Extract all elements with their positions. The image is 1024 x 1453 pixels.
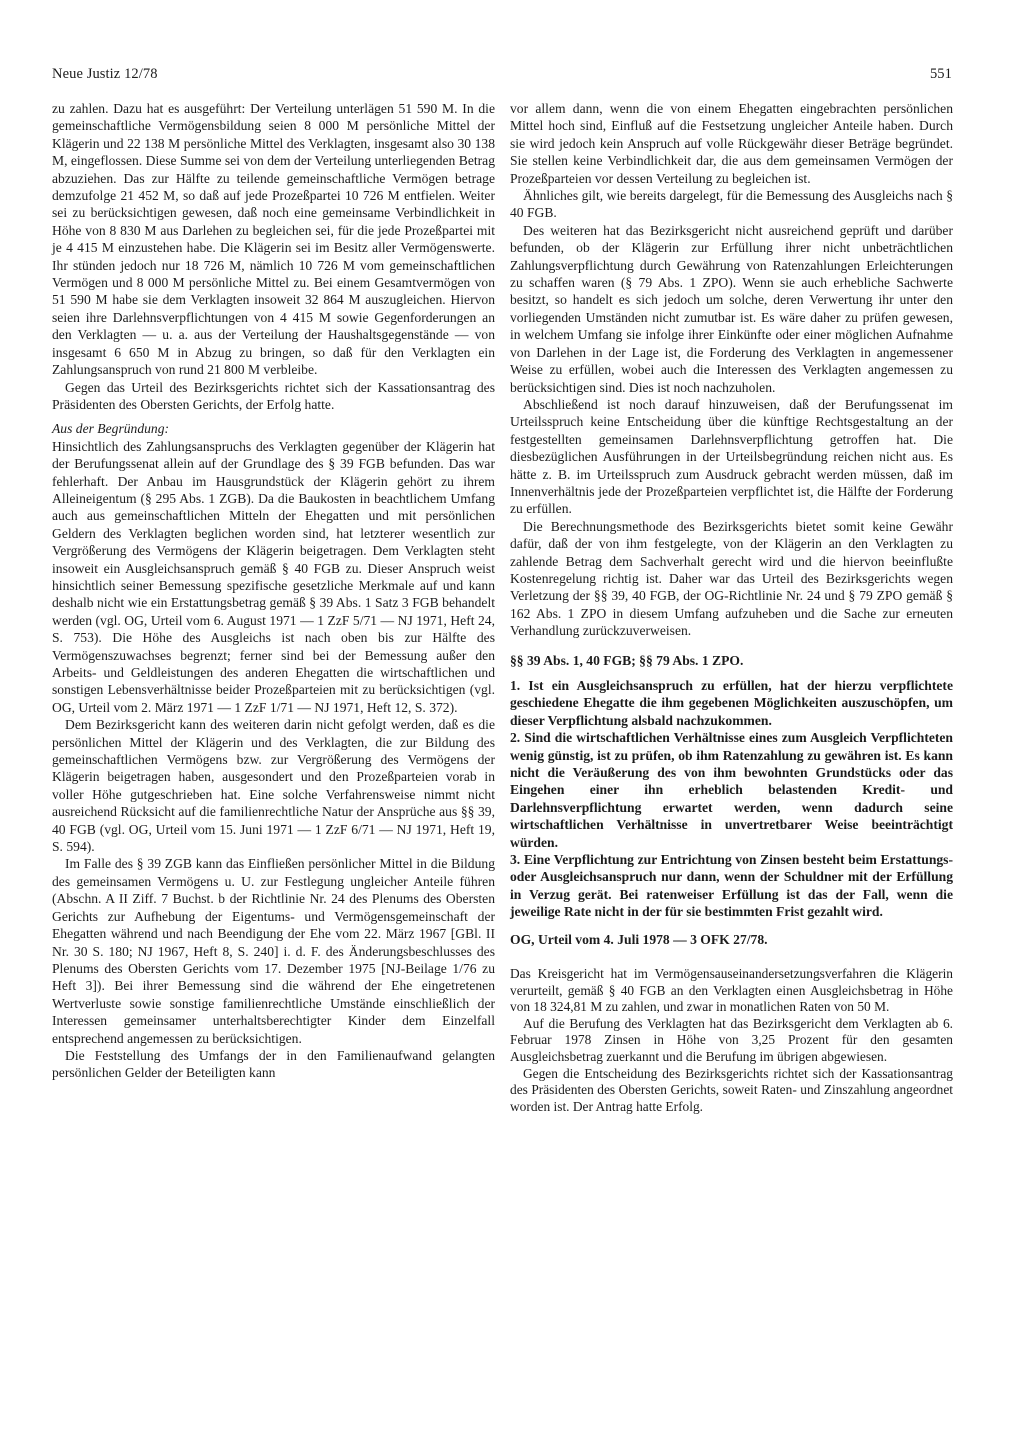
case-paragraph: Gegen die Entscheidung des Bezirksgerichts richtet sich der Kassationsantrag des Präsidenten des Obersten Gerichts, soweit Raten- und Zinszahlung angeordnet worden ist. Der Antrag hatte Erfolg. [510,1065,953,1114]
paragraph: vor allem dann, wenn die von einem Ehegatten eingebrachten persönlichen Mittel hoch sind, Einfluß auf die Festsetzung ungleicher Anteile haben. Durch sie wird jedoch kein Anspruch auf volle Rückgewähr dieser Beträge begründet. Sie stellen keine Verbindlichkeit dar, die aus dem gemeinsamen Vermögen der Prozeßparteien vor dessen Verteilung zu begleichen ist. [510,101,953,186]
paragraph: Gegen das Urteil des Bezirksgerichts richtet sich der Kassationsantrag des Präsidenten des Obersten Gerichts, der Erfolg hatte. [52,379,495,412]
leitsatz-2: 2. Sind die wirtschaftlichen Verhältnisse eines zum Ausgleich Verpflichteten wenig günstig, ist zu prüfen, ob ihm Ratenzahlung zu gewähren ist. Es kann nicht die Veräußerung des von ihm bewohnten Grundstücks oder das Eingehen einer ihn erheblich belastenden Kredit- und Darlehnsverpflichtung erwartet werden, wenn dadurch seine wirtschaftlichen Verhältnisse in unvertretbarer Weise beeinträchtigt würden. [510,730,953,850]
paragraph: Die Feststellung des Umfangs der in den Familienaufwand gelangten persönlichen Gelder der Beteiligten kann [52,1047,495,1081]
court-citation: OG, Urteil vom 4. Juli 1978 — 3 OFK 27/78. [510,931,768,947]
paragraph: Hinsichtlich des Zahlungsanspruchs des Verklagten gegenüber der Klägerin hat der Berufungssenat allein auf der Grundlage des § 39 FGB befunden. Das war fehlerhaft. Der Anbau im Hausgrundstück der Klägerin gehört zu ihrem Alleineigentum (§ 295 Abs. 1 ZGB). Da die Baukosten in beachtlichem Umfang auch aus gemeinschaftlichen Mitteln der Ehegatten und mit persönlichen Geldern des Verklagten beglichen worden sind, hat letzterer wesentlich zur Vergrößerung des Vermögens der Klägerin beigetragen. Dem Verklagten steht insoweit ein Ausgleichsanspruch gemäß § 40 FGB zu. Dieser Anspruch weist hinsichtlich seiner Bemessung spezifische gesetzliche Merkmale auf und kann deshalb nicht wie ein Erstattungsbetrag gemäß § 39 Abs. 1 Satz 3 FGB behandelt werden (vgl. OG, Urteil vom 6. August 1971 — 1 ZzF 5/71 — NJ 1971, Heft 24, S. 753). Die Höhe des Ausgleichs ist nach oben bis zur Hälfte des Vermögenszuwachses begrenzt; ferner sind bei der Bemessung außer den Arbeits- und Geldleistungen des anderen Ehegatten die wirtschaftlichen und sonstigen Lebensverhältnisse beider Prozeßparteien mit zu berücksichtigen (vgl. OG, Urteil vom 2. März 1971 — 1 ZzF 1/71 — NJ 1971, Heft 12, S. 372). [52,438,495,715]
paragraph: Ähnliches gilt, wie bereits dargelegt, für die Bemessung des Ausgleichs nach § 40 FGB. [510,188,953,221]
paragraph: Dem Bezirksgericht kann des weiteren darin nicht gefolgt werden, daß es die persönlichen Mittel der Klägerin und des Verklagten, die zur Bildung des gemeinschaftlichen Vermögens bzw. zur Vergrößerung des Vermögens der Klägerin beigetragen haben, ausgesondert und den Prozeßparteien vorab in voller Höhe gutgeschrieben hat. Eine solche Verfahrensweise nimmt nicht ausreichend Rücksicht auf die familienrechtliche Natur der Ansprüche aus §§ 39, 40 FGB (vgl. OG, Urteil vom 15. Juni 1971 — 1 ZzF 6/71 — NJ 1971, Heft 19, S. 594). [52,717,495,855]
paragraph: Im Falle des § 39 ZGB kann das Einfließen persönlicher Mittel in die Bildung des gemeinsamen Vermögens u. U. zur Festlegung ungleicher Anteile führen (Abschn. A II Ziff. 7 Buchst. b der Richtlinie Nr. 24 des Plenums des Obersten Gerichts zur Aufhebung der Eigentums- und Vermögensgemeinschaft der Ehegatten während und nach Beendigung der Ehe vom 22. März 1967 [GBl. II Nr. 30 S. 180; NJ 1967, Heft 8, S. 240] i. d. F. des Änderungsbeschlusses des Plenums des Obersten Gerichts vom 17. Dezember 1975 [NJ-Beilage 1/76 zu Heft 3]). Bei ihrer Bemessung sind die während der Ehe eingetretenen Wertverluste sowie sonstige familienrechtliche Umstände einschließlich der Interessen gemeinsamer unterhaltsberechtigter Kinder dem Einzelfall entsprechend angemessen zu berücksichtigen. [52,856,495,1046]
case-paragraph: Das Kreisgericht hat im Vermögensauseinandersetzungsverfahren die Klägerin verurteilt, gemäß § 40 FGB an den Verklagten einen Ausgleichsbetrag in Höhe von 18 324,81 M zu zahlen, und zwar in monatlichen Raten von 50 M. [510,966,953,1015]
statute-reference: §§ 39 Abs. 1, 40 FGB; §§ 79 Abs. 1 ZPO. [510,652,744,668]
document-page [52,60,952,1445]
leitsatz-1: 1. Ist ein Ausgleichsanspruch zu erfüllen, hat der hierzu verpflichtete geschiedene Ehegatte die ihm gegebenen Möglichkeiten auszuschöpfen, um dieser Verpflichtung alsbald nachzukommen. [510,678,953,728]
left-column [52,100,495,1082]
paragraph: zu zahlen. Dazu hat es ausgeführt: Der Verteilung unterlägen 51 590 M. In die gemeinschaftliche Vermögensbildung seien 8 000 M persönliche Mittel der Klägerin und 22 138 M persönliche Mittel des Verklagten, insgesamt also 30 138 M, eingeflossen. Diese Summe sei von dem der Verteilung unterliegenden Betrag abzuziehen. Das zur Hälfte zu teilende gemeinschaftliche Vermögen betrage demzufolge 21 452 M, so daß auf jede Prozeßpartei 10 726 M entfielen. Weiter sei zu berücksichtigen gewesen, daß noch eine gemeinsame Verbindlichkeit in Höhe von 8 830 M aus Darlehen zu begleichen sei, für die jede Prozeßpartei mit je 4 415 M einzustehen habe. Die Klägerin sei im Besitz aller Vermögenswerte. Ihr stünden jedoch nur 18 726 M, nämlich 10 726 M vom gemeinschaftlichen Vermögen und 8 000 M persönliche Mittel zu. Bei einem Gesamtvermögen von 51 590 M habe sie dem Verklagten insoweit 32 864 M auszugleichen. Hiervon seien ihre Darlehnsverpflichtungen von 4 415 M sowie Gegenforderungen an den Verklagten — u. a. aus der Verteilung der Haushaltsgegenstände — von insgesamt 6 650 M in Abzug zu bringen, so daß für den Verklagten ein Zahlungsanspruch von rund 21 800 M verbleibe. [52,101,495,378]
case-paragraph: Auf die Berufung des Verklagten hat das Bezirksgericht dem Verklagten ab 6. Februar 1978 Zinsen in Höhe von 3,25 Prozent für den gesamten Ausgleichsbetrag zuerkannt und die Berufung im übrigen abgewiesen. [510,1015,953,1065]
section-heading: Aus der Begründung: [52,421,170,437]
right-column [510,100,953,1115]
paragraph: Des weiteren hat das Bezirksgericht nicht ausreichend geprüft und darüber befunden, ob der Klägerin zur Erfüllung ihrer nicht unbeträchtlichen Zahlungsverpflichtung durch Gewährung von Ratenzahlungen Erleichterungen zu schaffen waren (§ 79 Abs. 1 ZPO). Wenn sie auch erhebliche Sachwerte besitzt, so handelt es sich jedoch um solche, deren Verwertung ihr unter den vorliegenden Umständen nicht zumutbar ist. Es wäre daher zu prüfen gewesen, in welchem Umfang sie infolge ihrer Einkünfte oder einer möglichen Aufnahme von Darlehen in der Lage ist, die Forderung des Verklagten in angemessener Weise zu erfüllen, wobei auch die Interessen des Verklagten angemessen zu berücksichtigen sind. Dies ist noch nachzuholen. [510,222,953,395]
page-number: 551 [929,66,952,82]
paragraph: Die Berechnungsmethode des Bezirksgerichts bietet somit keine Gewähr dafür, daß der von ihm festgelegte, von der Klägerin an den Verklagten zu zahlende Betrag dem Sachverhalt gerecht wird und die hiervon beeinflußte Kostenregelung richtig ist. Daher war das Urteil des Bezirksgerichts wegen Verletzung der §§ 39, 40 FGB, der OG-Richtlinie Nr. 24 und § 79 ZPO gemäß § 162 Abs. 1 ZPO in diesem Umfang aufzuheben und die Sache zur erneuten Verhandlung zurückzuverweisen. [510,518,953,639]
paragraph: Abschließend ist noch darauf hinzuweisen, daß der Berufungssenat im Urteilsspruch keine Entscheidung über die künftige Rechtsgestaltung an der festgestellten gemeinsamen Darlehnsverpflichtung getroffen hat. Die diesbezüglichen Ausführungen in der Urteilsbegründung reichen nicht aus. Es hätte z. B. im Urteilsspruch zum Ausdruck gebracht werden müssen, daß im Innenverhältnis jede der Prozeßparteien verpflichtet ist, die Hälfte der Forderung zu erfüllen. [510,396,953,517]
journal-title: Neue Justiz 12/78 [52,66,158,82]
leitsatz-3: 3. Eine Verpflichtung zur Entrichtung von Zinsen besteht beim Erstattungs- oder Ausgleichsanspruch nur dann, wenn der Schuldner mit der Erfüllung in Verzug gerät. Bei ratenweiser Erfüllung ist das der Fall, wenn die jeweilige Rate nicht in der für sie bestimmten Frist gezahlt wird. [510,852,953,920]
page-header [52,60,952,90]
